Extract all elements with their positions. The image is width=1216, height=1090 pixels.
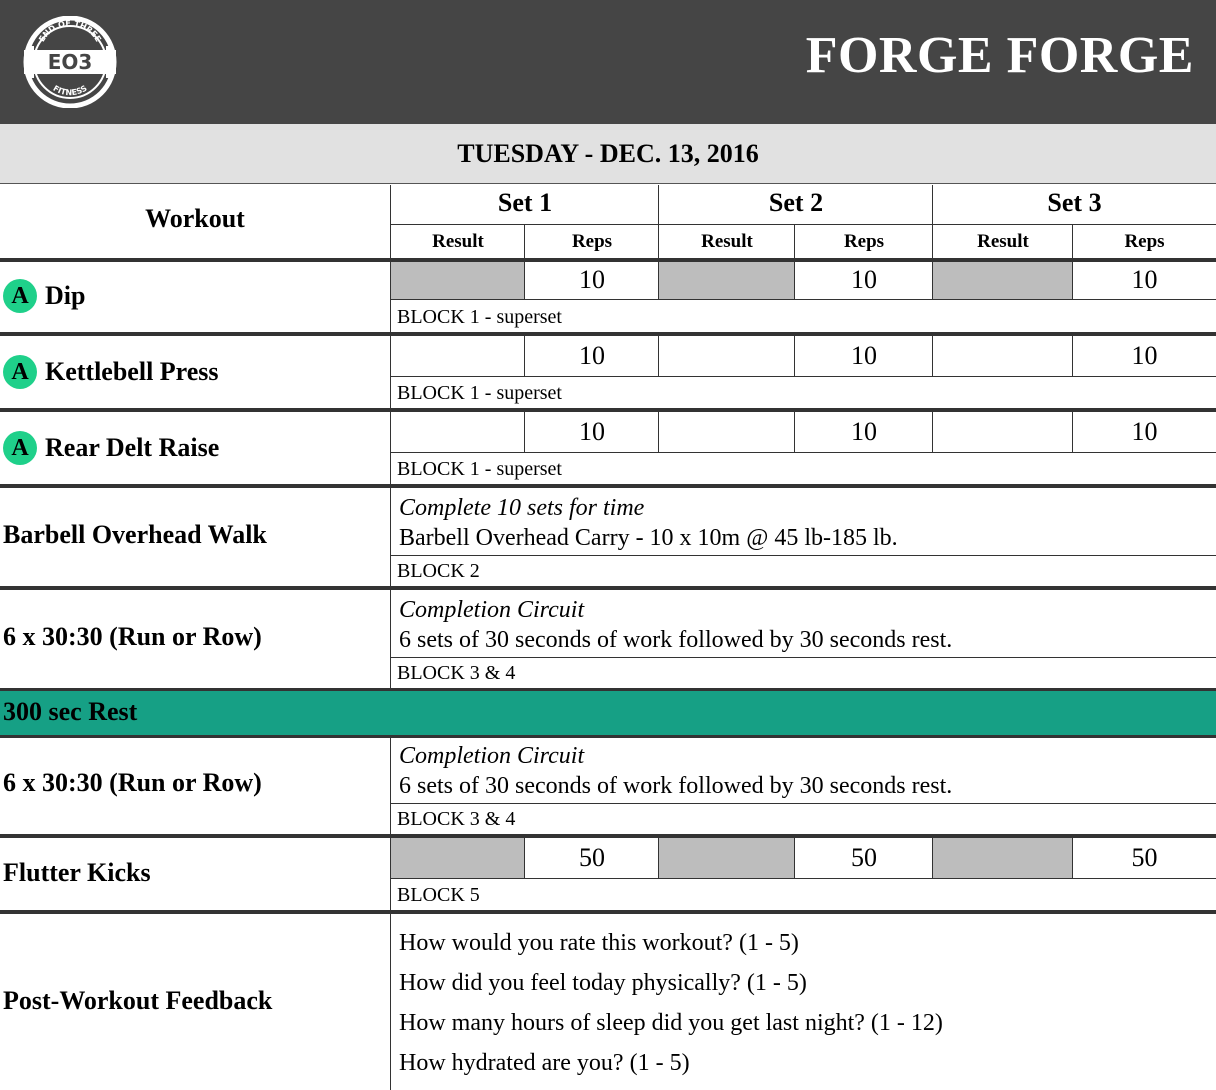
reps-value: 10: [579, 417, 605, 446]
description-text: 6 sets of 30 seconds of work followed by 30 seconds rest.: [399, 627, 953, 653]
exercise-description: [399, 741, 952, 801]
block-label: BLOCK 3 & 4: [397, 808, 516, 830]
feedback-question[interactable]: How many hours of sleep did you get last night? (1 - 12): [399, 1010, 943, 1036]
rest-label: 300 sec Rest: [3, 697, 138, 726]
block-label: BLOCK 1 - superset: [397, 382, 562, 404]
reps-header: Reps: [843, 231, 885, 252]
block-label: BLOCK 5: [397, 884, 480, 906]
result-input[interactable]: [659, 412, 794, 452]
feedback-question[interactable]: How would you rate this workout? (1 - 5): [399, 930, 799, 956]
exercise-name: A Rear Delt Raise: [3, 431, 219, 465]
reps-value: 50: [851, 843, 877, 872]
result-header: Result: [977, 231, 1029, 252]
exercise-name: A Kettlebell Press: [3, 355, 219, 389]
reps-value: 10: [1131, 265, 1158, 294]
result-cell[interactable]: [391, 838, 524, 878]
result-input[interactable]: [933, 412, 1072, 452]
svg-text:FITNESS: FITNESS: [51, 83, 89, 98]
feedback-question[interactable]: How did you feel today physically? (1 - 5): [399, 970, 807, 996]
reps-value: 10: [851, 265, 877, 294]
result-input[interactable]: [391, 412, 524, 452]
superset-badge: A: [3, 355, 37, 389]
block-label: BLOCK 1 - superset: [397, 306, 562, 328]
reps-value: 10: [579, 341, 605, 370]
reps-value: 10: [1131, 341, 1158, 370]
exercise-name: Flutter Kicks: [3, 858, 151, 887]
result-cell[interactable]: [933, 262, 1072, 299]
reps-value: 10: [579, 265, 605, 294]
exercise-name: A Dip: [3, 279, 85, 313]
reps-header: Reps: [1124, 231, 1165, 252]
reps-value: 10: [851, 417, 877, 446]
result-cell[interactable]: [391, 262, 524, 299]
superset-badge: A: [3, 279, 37, 313]
reps-value: 10: [1131, 417, 1158, 446]
description-title: Completion Circuit: [399, 743, 585, 769]
page-title: FORGE FORGE: [805, 27, 1194, 84]
exercise-name: Barbell Overhead Walk: [3, 520, 267, 549]
block-label: BLOCK 2: [397, 560, 480, 582]
result-header: Result: [701, 231, 753, 252]
exercise-name: 6 x 30:30 (Run or Row): [3, 622, 262, 651]
description-title: Completion Circuit: [399, 597, 585, 623]
description-text: Barbell Overhead Carry - 10 x 10m @ 45 lb-185 lb.: [399, 525, 898, 551]
workout-date: TUESDAY - DEC. 13, 2016: [0, 124, 1216, 184]
reps-value: 10: [851, 341, 877, 370]
header-bar: [0, 0, 1216, 124]
reps-value: 50: [579, 843, 605, 872]
eo3-logo-icon: [20, 16, 120, 108]
set2-header: Set 2: [768, 188, 824, 217]
description-title: Complete 10 sets for time: [399, 495, 645, 521]
exercise-description: [399, 493, 898, 553]
superset-badge: A: [3, 431, 37, 465]
block-label: BLOCK 1 - superset: [397, 458, 562, 480]
svg-text:EO3: EO3: [47, 50, 93, 74]
reps-value: 50: [1131, 843, 1158, 872]
svg-text:END OF THREE: END OF THREE: [37, 18, 103, 44]
description-text: 6 sets of 30 seconds of work followed by 30 seconds rest.: [399, 773, 953, 799]
set3-header: Set 3: [1047, 188, 1102, 217]
set1-header: Set 1: [497, 188, 553, 217]
rest-bar: [0, 691, 1216, 735]
exercise-name: 6 x 30:30 (Run or Row): [3, 768, 262, 797]
result-cell[interactable]: [659, 262, 794, 299]
result-input[interactable]: [933, 336, 1072, 376]
exercise-description: [399, 595, 952, 655]
result-header: Result: [432, 231, 484, 252]
result-input[interactable]: [659, 336, 794, 376]
workout-column-header: Workout: [145, 204, 245, 233]
result-input[interactable]: [391, 336, 524, 376]
feedback-question[interactable]: How hydrated are you? (1 - 5): [399, 1050, 690, 1076]
result-cell[interactable]: [933, 838, 1072, 878]
feedback-label: Post-Workout Feedback: [3, 986, 273, 1015]
block-label: BLOCK 3 & 4: [397, 662, 516, 684]
reps-header: Reps: [571, 231, 613, 252]
result-cell[interactable]: [659, 838, 794, 878]
